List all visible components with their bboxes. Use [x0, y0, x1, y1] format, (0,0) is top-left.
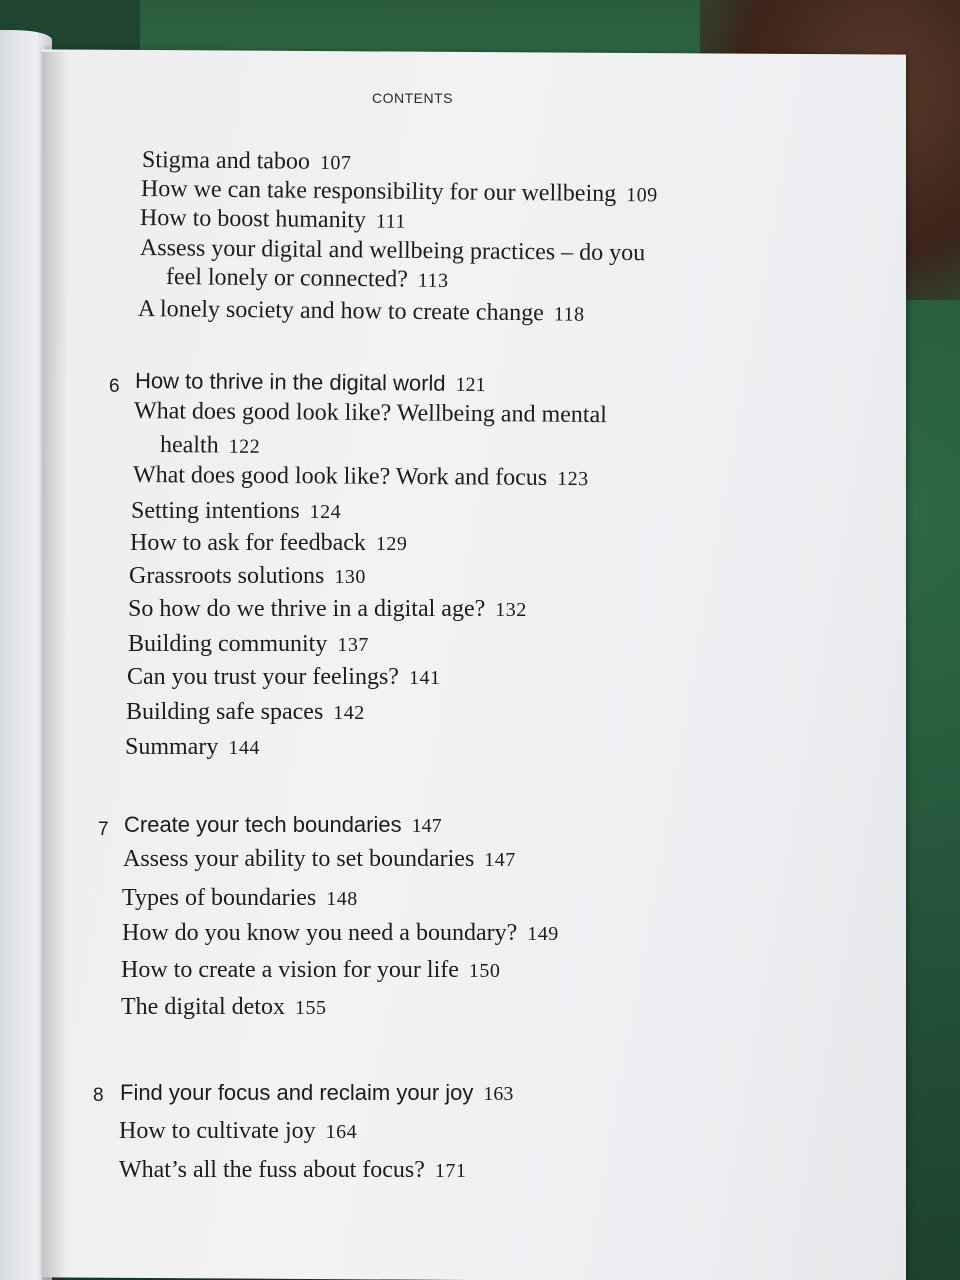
- toc-entry-title: How do you know you need a boundary?: [122, 920, 518, 946]
- chapter-title-text: How to thrive in the digital world: [134, 368, 446, 396]
- running-head: CONTENTS: [372, 90, 453, 106]
- toc-entry-title: Assess your ability to set boundaries: [123, 846, 475, 872]
- chapter-title: [124, 812, 442, 838]
- toc-entry-title: feel lonely or connected?: [165, 264, 408, 293]
- toc-entry: [121, 995, 326, 1019]
- toc-entry: [121, 958, 500, 982]
- toc-entry: [129, 564, 366, 588]
- toc-entry-title: How to boost humanity: [139, 205, 367, 234]
- chapter-page: 147: [411, 815, 442, 837]
- toc-entry: [138, 297, 585, 326]
- toc-entry: [166, 265, 449, 292]
- toc-entry-title: Building safe spaces: [126, 699, 324, 725]
- toc-entry: [128, 597, 527, 621]
- toc-entry-page: 149: [527, 923, 559, 945]
- toc-entry: [134, 399, 607, 427]
- toc-entry: [125, 735, 260, 759]
- toc-entry: [133, 463, 589, 490]
- toc-entry-page: 141: [408, 667, 441, 689]
- toc-entry: [141, 177, 658, 206]
- toc-entry-title: How to create a vision for your life: [121, 957, 459, 983]
- toc-entry-title: health: [159, 432, 219, 459]
- toc-entry-title: Can you trust your feelings?: [127, 664, 399, 690]
- toc-entry: [130, 531, 407, 555]
- toc-entry-page: 122: [228, 435, 261, 458]
- toc-entry: [119, 1119, 357, 1143]
- toc-entry-title: Grassroots solutions: [129, 563, 325, 589]
- toc-entry-page: 144: [228, 737, 260, 759]
- toc-entry-page: 147: [484, 849, 516, 871]
- toc-entry-page: 132: [495, 599, 527, 621]
- toc-entry-title: Summary: [125, 734, 219, 760]
- toc-entry-title: What does good look like? Work and focus: [132, 462, 548, 491]
- toc-entry-title: A lonely society and how to create change: [137, 296, 544, 327]
- toc-entry-title: How to cultivate joy: [119, 1118, 316, 1144]
- toc-entry-page: 113: [417, 269, 449, 292]
- toc-entry: [140, 236, 645, 265]
- chapter-number: 6: [109, 376, 120, 397]
- chapter-page: 163: [483, 1083, 514, 1105]
- toc-entry: [127, 665, 440, 689]
- toc-entry-title: Setting intentions: [131, 498, 300, 524]
- toc-entry-page: 150: [468, 960, 501, 982]
- toc-entry-page: 129: [375, 533, 408, 555]
- toc-entry-title: How to ask for feedback: [130, 530, 366, 556]
- chapter-title: [135, 368, 486, 397]
- toc-entry-page: 155: [294, 997, 327, 1019]
- toc-entry-page: 164: [325, 1121, 358, 1143]
- chapter-number: 7: [98, 819, 109, 840]
- chapter-title-text: Create your tech boundaries: [124, 812, 402, 837]
- toc-entry-page: 123: [557, 467, 589, 491]
- toc-entry-page: 148: [326, 888, 358, 910]
- chapter-title-text: Find your focus and reclaim your joy: [120, 1080, 474, 1105]
- toc-entry-title: What’s all the fuss about focus?: [119, 1157, 425, 1183]
- toc-entry-title: What does good look like? Wellbeing and mental: [133, 398, 607, 429]
- toc-entry-page: 142: [333, 702, 365, 724]
- toc-entry-page: 171: [434, 1160, 467, 1182]
- toc-entry-page: 107: [319, 151, 352, 175]
- toc-entry: [128, 632, 369, 656]
- toc-entry-title: The digital detox: [121, 994, 285, 1020]
- toc-entry: [131, 499, 341, 523]
- chapter-title: [120, 1080, 513, 1106]
- toc-entry: [122, 921, 559, 945]
- toc-entry-title: Stigma and taboo: [141, 147, 311, 175]
- toc-entry: [142, 148, 352, 174]
- toc-entry-title: How we can take responsibility for our wellbeing: [140, 176, 617, 207]
- toc-entry-page: 109: [626, 184, 658, 207]
- toc-entry-title: Building community: [128, 631, 328, 657]
- chapter-number: 8: [93, 1085, 104, 1106]
- toc-entry: [123, 847, 516, 871]
- toc-entry: [119, 1158, 466, 1182]
- toc-entry-page: 124: [309, 501, 342, 523]
- toc-entry-page: 137: [337, 634, 369, 656]
- toc-entry: [140, 206, 406, 233]
- chapter-page: 121: [455, 373, 486, 397]
- toc-entry-title: Assess your digital and wellbeing practices – do you: [139, 235, 646, 267]
- toc-entry-title: So how do we thrive in a digital age?: [128, 596, 486, 622]
- toc-entry-page: 118: [553, 303, 585, 326]
- toc-entry-title: Types of boundaries: [122, 885, 317, 911]
- toc-entry-page: 130: [334, 566, 366, 588]
- page-gutter-shadow: [42, 52, 68, 1280]
- toc-entry: [126, 700, 365, 724]
- toc-entry: [160, 433, 260, 458]
- toc-entry: [122, 886, 358, 910]
- toc-entry-page: 111: [375, 210, 407, 233]
